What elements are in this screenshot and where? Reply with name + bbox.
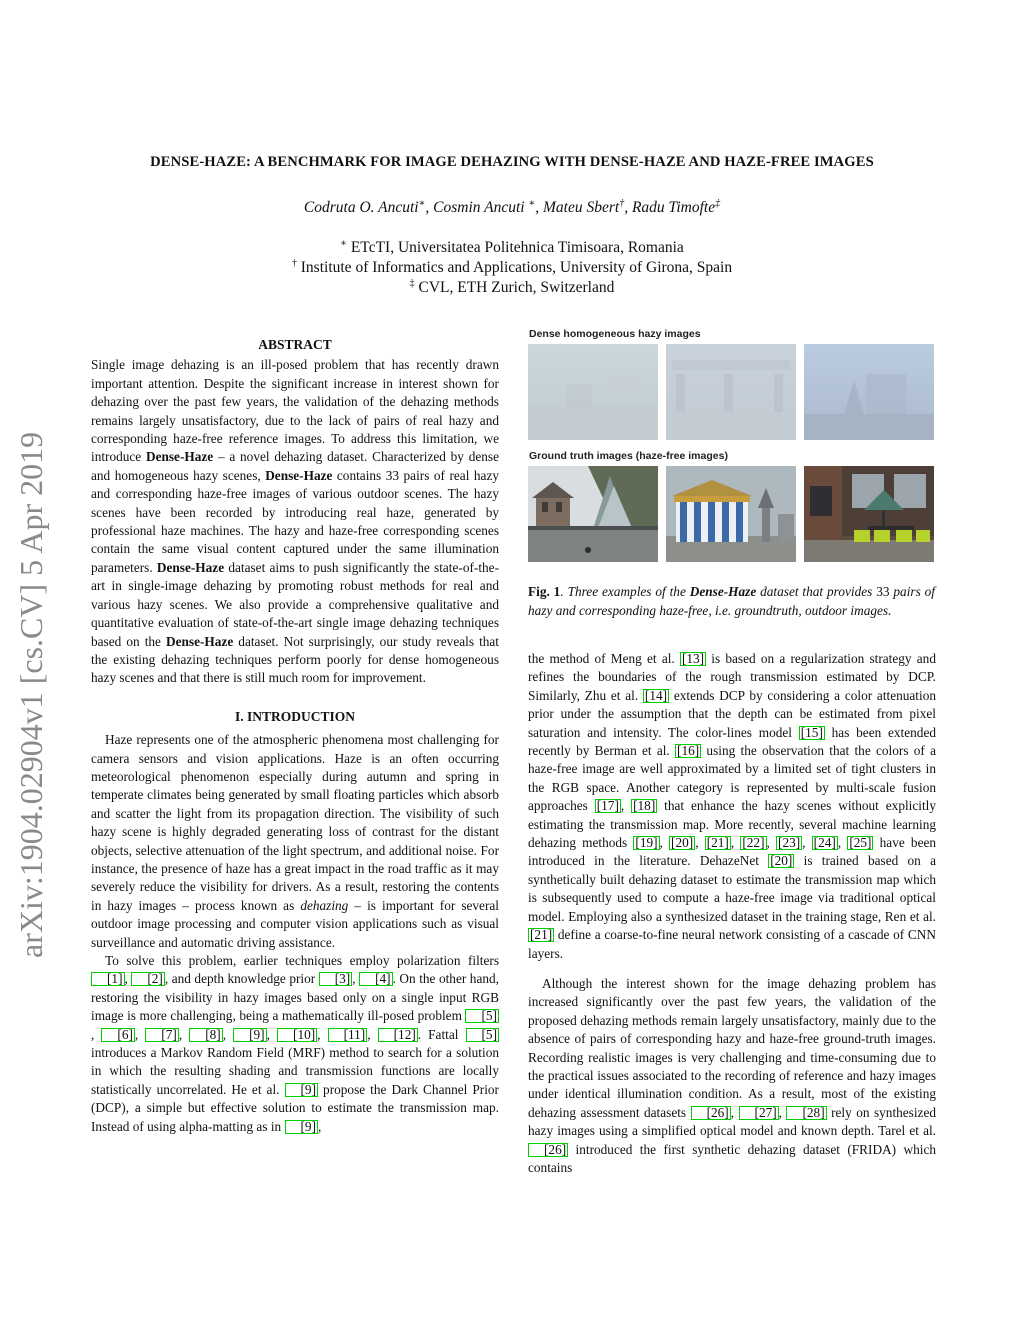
citation-link[interactable]: [18]	[633, 798, 656, 814]
ground-truth-image-2	[666, 466, 796, 562]
introduction-heading: I. INTRODUCTION	[234, 708, 356, 724]
citation-link[interactable]: [20]	[671, 835, 694, 851]
abstract-text: Single image dehazing is an ill-posed problem that has recently drawn important attention. Despite the significant increase in interest shown for dehazing over the past few years, the validation of the dehazing methods remains largely unsatisfactory, due to the lack of pairs of real hazy and corresponding haze-free reference images. To address this limitation, we introduce Dense-Haze – a novel dehazing dataset. Characterized by dense and homogeneous hazy scenes, Dense-Haze contains 33 pairs of real hazy and corresponding haze-free images of various outdoor scenes. The hazy scenes have been recorded by introducing real haze, generated by professional haze machines. The hazy and haze-free corresponding scenes contain the same visual content captured under the same illumination parameters. Dense-Haze dataset aims to push significantly the state-of-the-art in single-image dehazing by promoting robust methods for real and various hazy scenes. We also provide a comprehensive qualitative and quantitative evaluation of state-of-the-art single image dehazing techniques based on the Dense-Haze dataset. Not surprisingly, our study reveals that the existing dehazing techniques perform poorly for dense homogeneous hazy scenes and that there is still much room for improvement.	[91, 357, 500, 686]
author-1: Codruta O. Ancuti	[303, 199, 419, 217]
hazy-image-1	[528, 344, 658, 440]
citation-link[interactable]: [22]	[742, 835, 765, 851]
citation-link[interactable]: [4]	[359, 972, 393, 986]
author-list: Codruta O. Ancuti∗, Cosmin Ancuti ∗, Mateu Sbert†, Radu Timofte‡	[303, 198, 721, 217]
ground-truth-image-3	[804, 466, 934, 562]
citation-link[interactable]: [5]	[466, 1028, 500, 1042]
citation-link[interactable]: [19]	[635, 835, 658, 851]
citation-link[interactable]: [1]	[91, 972, 125, 986]
paper-title: DENSE-HAZE: A BENCHMARK FOR IMAGE DEHAZING WITH DENSE-HAZE AND HAZE-FREE IMAGES	[150, 154, 874, 170]
arxiv-stamp	[8, 352, 52, 962]
author-2: , Cosmin Ancuti	[425, 199, 529, 217]
citation-link[interactable]: [2]	[131, 972, 165, 986]
left-column	[91, 336, 499, 1136]
citation-link[interactable]: [11]	[328, 1028, 368, 1042]
citation-link[interactable]: [25]	[849, 835, 872, 851]
ground-truth-image-1	[528, 466, 658, 562]
hazy-image-2	[666, 344, 796, 440]
citation-link[interactable]: [20]	[770, 853, 793, 869]
citation-link[interactable]: [26]	[691, 1106, 731, 1120]
right-column	[528, 650, 936, 1177]
citation-link[interactable]: [9]	[285, 1083, 319, 1097]
citation-link[interactable]: [15]	[800, 724, 823, 740]
citation-link[interactable]: [14]	[644, 687, 668, 703]
citation-link[interactable]: [13]	[681, 651, 705, 666]
citation-link[interactable]: [27]	[739, 1106, 779, 1120]
figure-caption: Fig. 1. Three examples of the Dense-Haze dataset that provides 33 pairs of hazy and corresponding haze-free, i.e. groundtruth, outdoor images.	[528, 584, 935, 618]
intro-paragraph-2: To solve this problem, earlier techniques employ polarization filters [1] , [2] , and depth knowledge prior [3] , [4] . On the other hand, restoring the visibility in hazy images based only on a single input RGB image is more challenging, being a mathematically ill-posed problem [5], [6] , [7] , [8] , [9] , [10] , [11] , [12] . Fattal [5] introduces a Markov Random Field (MRF) method to search for a solution in which the resulting shading and transmission functions are locally statistically uncorrelated. He et al. [9] propose the Dark Channel Prior (DCP), a simple but effective solution to estimate the transmission map. Instead of using alpha-matting as in [9] ,	[91, 953, 499, 1134]
citation-link[interactable]: [28]	[786, 1106, 826, 1120]
citation-link[interactable]: [12]	[378, 1028, 418, 1042]
affiliation-2: † Institute of Informatics and Applications, University of Girona, Spain	[291, 258, 733, 277]
hazy-image-3	[804, 344, 934, 440]
citation-link[interactable]: [6]	[101, 1028, 135, 1042]
intro-paragraph-3: Although the interest shown for the image dehazing problem has increased significantly over the past few years, the validation of the proposed dehazing methods remain largely unsatisfactory, mainly due to the absence of pairs of corresponding hazy and haze-free ground-truth images. Recording realistic images is very challenging and time-consuming due to the practical issues associated to the recording of reference and hazy images under identical illumination condition. As a result, most of the existing dehazing assessment datasets [26] , [27] , [28] rely on synthesized hazy images using a simplified optical model and known depth. Tarel et al. [26] introduced the first synthetic dehazing dataset (FRIDA) which contains	[528, 975, 937, 1175]
citation-link[interactable]: [21]	[530, 927, 553, 943]
citation-link[interactable]: [9]	[233, 1028, 267, 1042]
citation-link[interactable]: [7]	[145, 1028, 179, 1042]
citation-link[interactable]: [24]	[813, 835, 836, 851]
citation-link[interactable]: [10]	[277, 1028, 317, 1042]
citation-link[interactable]: [26]	[528, 1143, 568, 1157]
citation-link[interactable]: [5]	[465, 1009, 499, 1023]
svg-text:arXiv:1904.02904v1 [cs.CV] 5: arXiv:1904.02904v1 [cs.CV] 5 Apr 2019	[13, 431, 49, 958]
figure-label-hazy: Dense homogeneous hazy images	[529, 328, 701, 340]
citation-link[interactable]: [17]	[596, 798, 619, 814]
author-3: , Mateu Sbert	[535, 199, 620, 217]
affiliation-1: ∗ ETcTI, Universitatea Politehnica Timisoara, Romania	[340, 238, 684, 257]
abstract-heading: ABSTRACT	[258, 337, 332, 352]
citation-link[interactable]: [23]	[778, 835, 801, 851]
citation-link[interactable]: [21]	[706, 835, 729, 851]
intro-paragraph-2-continued: the method of Meng et al. [13] is based on a regularization strategy and refines the boundaries of the rough transmission estimated by DCP. Similarly, Zhu et al. [14] extends DCP by considering a color attenuation prior under the assumption that the depth can be estimated from pixel saturation and intensity. The color-lines model [15] has been extended recently by Berman et al. [16] using the observation that the colors of a haze-free image are well approximated by a limited set of tight clusters in the RGB space. Another category is represented by multi-scale fusion approaches [17] , [18] that enhance the hazy scenes without explicitly estimating the transmission map. More recently, several machine learning dehazing methods [19] , [20] , [21] , [22] , [23] , [24] , [25] have been introduced in the literature. DehazeNet [20] is trained based on a synthetically built dehazing dataset to estimate the transmission map which is subsequently used to compute a haze-free image via traditional optical model. Employing also a synthesized dataset in the training stage, Ren et al. [21] define a coarse-to-fine neural network consisting of a cascade of CNN layers.	[528, 651, 937, 961]
figure-label-ground-truth: Ground truth images (haze-free images)	[529, 450, 728, 462]
author-4: , Radu Timofte	[624, 199, 716, 217]
intro-paragraph-1: Haze represents one of the atmospheric phenomena most challenging for camera sensors and vision applications. Haze is an often occurring meteorological phenomenon especially during autumn and spring in temperate climates being generated by small floating particles which absorb and scatter the light from its propagation direction. The visibility of such hazy scene is highly degraded generating loss of contrast for the distant objects, selective attenuation of the light spectrum, and additional noise. For instance, the presence of haze has a great impact in the road traffic as it may severely reduce the visibility for drivers. As a result, restoring the contents in hazy images – process known as dehazing – is important for several outdoor image processing and computer vision applications such as visual surveillance and automatic driving assistance.	[91, 732, 499, 950]
citation-link[interactable]: [16]	[677, 743, 700, 759]
affiliation-3: ‡ CVL, ETH Zurich, Switzerland	[409, 278, 615, 297]
citation-link[interactable]: [3]	[319, 972, 353, 986]
citation-link[interactable]: [8]	[189, 1028, 223, 1042]
citation-link[interactable]: [9]	[285, 1120, 319, 1134]
